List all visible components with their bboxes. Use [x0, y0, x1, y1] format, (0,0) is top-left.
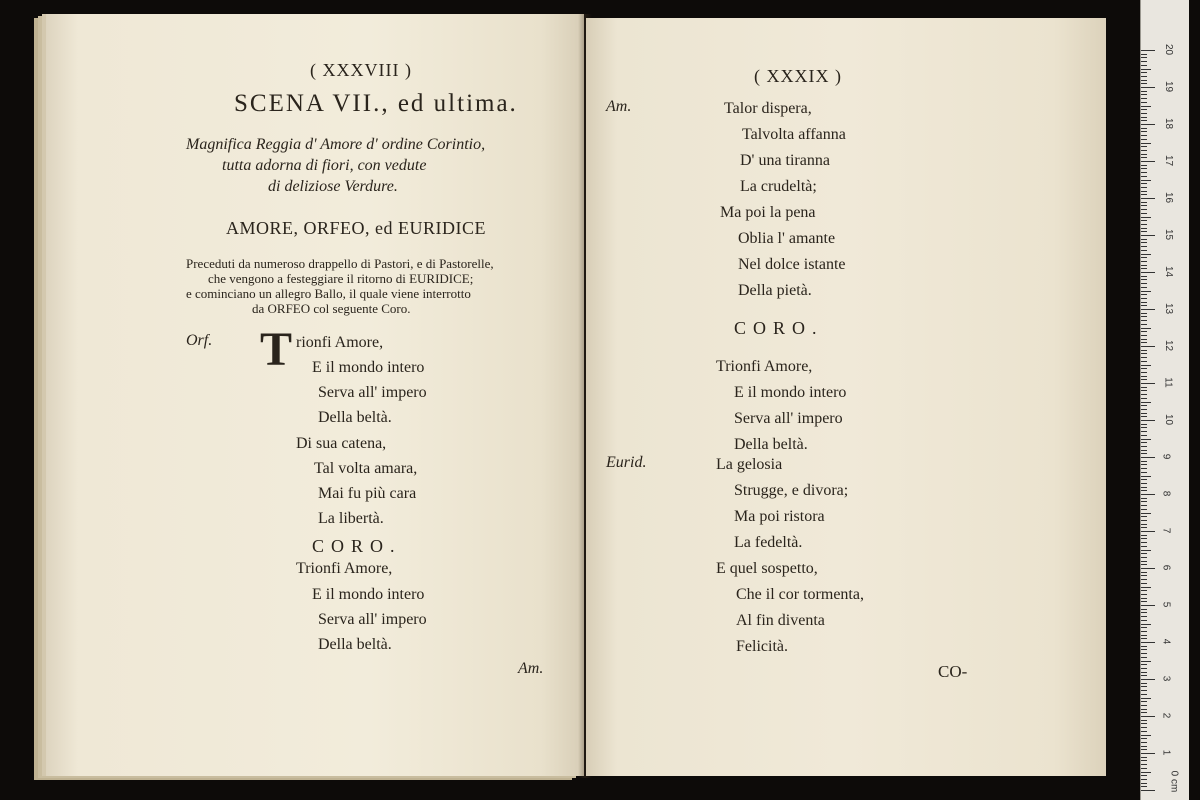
setting-line: Magnifica Reggia d' Amore d' ordine Corintio,: [186, 136, 486, 153]
ruler-tick: [1141, 117, 1147, 118]
ruler-tick: [1141, 231, 1147, 232]
ruler-tick: [1141, 291, 1151, 292]
ruler-tick: [1141, 427, 1147, 428]
ruler-tick: [1141, 638, 1147, 639]
ruler-tick: [1141, 727, 1147, 728]
ruler-tick: [1141, 479, 1147, 480]
ruler-tick: [1141, 409, 1147, 410]
ruler-tick: [1141, 57, 1147, 58]
ruler-tick: [1141, 194, 1147, 195]
ruler-tick: [1141, 83, 1147, 84]
ruler-tick: [1141, 120, 1147, 121]
ruler-tick: [1141, 205, 1147, 206]
ruler-tick: [1141, 146, 1147, 147]
ruler-tick: [1141, 501, 1147, 502]
ruler-tick: [1141, 579, 1147, 580]
ruler-tick: [1141, 294, 1147, 295]
ruler-tick: [1141, 561, 1147, 562]
ruler-tick: [1141, 775, 1147, 776]
ruler-tick: [1141, 531, 1155, 532]
ruler-tick: [1141, 124, 1155, 125]
ruler-tick: [1141, 365, 1151, 366]
coro-line: Serva all' impero: [318, 611, 427, 628]
setting-line: tutta adorna di fiori, con vedute: [222, 157, 427, 174]
ruler-tick: [1141, 431, 1147, 432]
verse-line: Di sua catena,: [296, 435, 387, 452]
verse-line: Che il cor tormenta,: [736, 586, 864, 603]
ruler-tick: [1141, 553, 1147, 554]
coro-line: E il mondo intero: [734, 384, 847, 401]
ruler-tick: [1141, 372, 1147, 373]
ruler-number: 9: [1160, 453, 1172, 460]
ruler-tick: [1141, 213, 1147, 214]
ruler-tick: [1141, 731, 1147, 732]
ruler-tick: [1141, 624, 1151, 625]
ruler-tick: [1141, 716, 1155, 717]
ruler-number: 1: [1160, 749, 1172, 756]
verse-line: Talor dispera,: [724, 100, 812, 117]
ruler-tick: [1141, 357, 1147, 358]
ruler-tick: [1141, 187, 1147, 188]
ruler-tick: [1141, 209, 1147, 210]
ruler-tick: [1141, 698, 1151, 699]
ruler-tick: [1141, 69, 1151, 70]
ruler-number: 3: [1160, 675, 1172, 682]
ruler-tick: [1141, 72, 1147, 73]
ruler-tick: [1141, 390, 1147, 391]
ruler-tick: [1141, 98, 1147, 99]
ruler-number: 10: [1163, 413, 1175, 426]
ruler-number: 14: [1163, 265, 1175, 278]
ruler-tick: [1141, 379, 1147, 380]
verse-line: Serva all' impero: [318, 384, 427, 401]
ruler-tick: [1141, 87, 1155, 88]
speaker-amore: Am.: [606, 98, 632, 115]
ruler-tick: [1141, 261, 1147, 262]
ruler-tick: [1141, 335, 1147, 336]
ruler-tick: [1141, 413, 1147, 414]
verse-line: La crudeltà;: [740, 178, 817, 195]
ruler-tick: [1141, 546, 1147, 547]
ruler-tick: [1141, 749, 1147, 750]
ruler-tick: [1141, 376, 1147, 377]
ruler-tick: [1141, 350, 1147, 351]
verse-line: Nel dolce istante: [738, 256, 846, 273]
ruler-tick: [1141, 131, 1147, 132]
ruler-tick: [1141, 694, 1147, 695]
ruler-tick: [1141, 457, 1155, 458]
ruler-tick: [1141, 157, 1147, 158]
ruler-tick: [1141, 435, 1147, 436]
ruler-tick: [1141, 398, 1147, 399]
ruler-tick: [1141, 564, 1147, 565]
ruler-tick: [1141, 476, 1151, 477]
ruler-tick: [1141, 102, 1147, 103]
ruler-tick: [1141, 217, 1151, 218]
ruler-tick: [1141, 316, 1147, 317]
ruler-tick: [1141, 575, 1147, 576]
verse-line: Strugge, e divora;: [734, 482, 849, 499]
ruler-number: 16: [1163, 191, 1175, 204]
stage-direction-line: da ORFEO col seguente Coro.: [252, 301, 411, 316]
ruler-tick: [1141, 324, 1147, 325]
ruler-tick: [1141, 180, 1151, 181]
ruler-tick: [1141, 50, 1155, 51]
ruler-tick: [1141, 557, 1147, 558]
ruler-tick: [1141, 468, 1147, 469]
ruler-tick: [1141, 424, 1147, 425]
ruler-tick: [1141, 786, 1147, 787]
ruler-tick: [1141, 150, 1147, 151]
ruler-number: 6: [1160, 564, 1172, 571]
ruler-tick: [1141, 342, 1147, 343]
ruler-tick: [1141, 779, 1147, 780]
ruler-tick: [1141, 442, 1147, 443]
verse-line: E il mondo intero: [312, 359, 425, 376]
ruler-tick: [1141, 679, 1155, 680]
ruler-tick: [1141, 527, 1147, 528]
ruler-tick: [1141, 620, 1147, 621]
ruler-tick: [1141, 272, 1155, 273]
speaker-orfeo: Orf.: [186, 332, 213, 349]
coro-heading: CORO.: [734, 318, 824, 338]
left-page: [46, 14, 584, 776]
ruler-tick: [1141, 520, 1147, 521]
catchword: CO-: [938, 662, 968, 681]
ruler-tick: [1141, 383, 1155, 384]
ruler-tick: [1141, 464, 1147, 465]
ruler-tick: [1141, 598, 1147, 599]
ruler-number: 18: [1163, 117, 1175, 130]
ruler-tick: [1141, 594, 1147, 595]
stage-direction-line: Preceduti da numeroso drappello di Pastori, e di Pastorelle,: [186, 256, 494, 271]
verse-line: Al fin diventa: [736, 612, 825, 629]
ruler-tick: [1141, 183, 1147, 184]
right-page: [586, 18, 1106, 776]
ruler-tick: [1141, 143, 1151, 144]
verse-line: Ma poi ristora: [734, 508, 825, 525]
ruler-number: 17: [1163, 154, 1175, 167]
ruler-number: 13: [1163, 302, 1175, 315]
ruler-tick: [1141, 664, 1147, 665]
stage-direction-line: che vengono a festeggiare il ritorno di EURIDICE;: [208, 271, 474, 286]
ruler-tick: [1141, 176, 1147, 177]
ruler-tick: [1141, 168, 1147, 169]
ruler-tick: [1141, 387, 1147, 388]
ruler-tick: [1141, 76, 1147, 77]
ruler-tick: [1141, 616, 1147, 617]
ruler-tick: [1141, 250, 1147, 251]
ruler-tick: [1141, 524, 1147, 525]
ruler-tick: [1141, 328, 1151, 329]
ruler-tick: [1141, 583, 1147, 584]
ruler-tick: [1141, 723, 1147, 724]
characters-heading: AMORE, ORFEO, ed EURIDICE: [226, 218, 486, 238]
ruler-tick: [1141, 657, 1147, 658]
ruler-tick: [1141, 690, 1147, 691]
verse-line: D' una tiranna: [740, 152, 830, 169]
ruler-tick: [1141, 483, 1147, 484]
ruler-tick: [1141, 242, 1147, 243]
ruler-number: 15: [1163, 228, 1175, 241]
ruler-tick: [1141, 113, 1147, 114]
ruler-tick: [1141, 701, 1147, 702]
ruler-number: 12: [1163, 339, 1175, 352]
verse-line: Mai fu più cara: [318, 485, 417, 502]
ruler-number: 4: [1160, 638, 1172, 645]
ruler-tick: [1141, 675, 1147, 676]
ruler-tick: [1141, 320, 1147, 321]
ruler-tick: [1141, 220, 1147, 221]
scene-title: SCENA VII., ed ultima.: [234, 90, 518, 117]
ruler-tick: [1141, 154, 1147, 155]
ruler-tick: [1141, 538, 1147, 539]
ruler-unit-label: 0 cm: [1168, 770, 1180, 793]
ruler-tick: [1141, 246, 1147, 247]
ruler-tick: [1141, 646, 1147, 647]
ruler-tick: [1141, 738, 1147, 739]
ruler-tick: [1141, 627, 1147, 628]
ruler-tick: [1141, 550, 1151, 551]
stage-direction-line: e cominciano un allegro Ballo, il quale viene interrotto: [186, 286, 471, 301]
coro-line: E il mondo intero: [312, 586, 425, 603]
ruler-number: 2: [1160, 712, 1172, 719]
measurement-ruler: [1140, 0, 1189, 800]
ruler-tick: [1141, 65, 1147, 66]
ruler-tick: [1141, 268, 1147, 269]
ruler-tick: [1141, 446, 1147, 447]
ruler-tick: [1141, 257, 1147, 258]
verse-line: La libertà.: [318, 510, 384, 527]
ruler-tick: [1141, 254, 1151, 255]
ruler-tick: [1141, 309, 1155, 310]
speaker-euridice: Eurid.: [606, 454, 647, 471]
ruler-tick: [1141, 298, 1147, 299]
ruler-tick: [1141, 661, 1151, 662]
ruler-tick: [1141, 135, 1147, 136]
ruler-tick: [1141, 642, 1155, 643]
drop-cap: T: [260, 323, 293, 376]
ruler-tick: [1141, 631, 1147, 632]
ruler-tick: [1141, 601, 1147, 602]
ruler-tick: [1141, 686, 1147, 687]
ruler-tick: [1141, 239, 1147, 240]
verse-line: La gelosia: [716, 456, 783, 473]
ruler-tick: [1141, 420, 1155, 421]
ruler-tick: [1141, 487, 1147, 488]
coro-line: Della beltà.: [318, 636, 392, 653]
catchword: Am.: [518, 660, 544, 677]
ruler-tick: [1141, 331, 1147, 332]
ruler-tick: [1141, 505, 1147, 506]
ruler-tick: [1141, 109, 1147, 110]
verse-line: E quel sospetto,: [716, 560, 818, 577]
coro-heading: CORO.: [312, 536, 402, 556]
ruler-tick: [1141, 439, 1151, 440]
ruler-tick: [1141, 172, 1147, 173]
ruler-tick: [1141, 453, 1147, 454]
ruler-tick: [1141, 235, 1155, 236]
ruler-tick: [1141, 753, 1155, 754]
ruler-tick: [1141, 198, 1155, 199]
ruler-tick: [1141, 635, 1147, 636]
ruler-tick: [1141, 590, 1147, 591]
ruler-tick: [1141, 735, 1151, 736]
ruler-tick: [1141, 612, 1147, 613]
ruler-tick: [1141, 746, 1147, 747]
ruler-tick: [1141, 265, 1147, 266]
ruler-tick: [1141, 516, 1147, 517]
ruler-number: 5: [1160, 601, 1172, 608]
ruler-tick: [1141, 416, 1147, 417]
ruler-tick: [1141, 405, 1147, 406]
verse-line: Tal volta amara,: [314, 460, 418, 477]
verse-line: Della beltà.: [318, 409, 392, 426]
verse-line: Oblia l' amante: [738, 230, 836, 247]
ruler-tick: [1141, 757, 1147, 758]
ruler-number: 20: [1163, 43, 1175, 56]
ruler-number: 7: [1160, 527, 1172, 534]
ruler-number: 8: [1160, 490, 1172, 497]
coro-line: Trionfi Amore,: [296, 560, 393, 577]
ruler-tick: [1141, 346, 1155, 347]
ruler-tick: [1141, 609, 1147, 610]
ruler-tick: [1141, 498, 1147, 499]
ruler-tick: [1141, 305, 1147, 306]
ruler-tick: [1141, 509, 1147, 510]
ruler-tick: [1141, 709, 1147, 710]
ruler-tick: [1141, 742, 1147, 743]
ruler-tick: [1141, 402, 1151, 403]
ruler-tick: [1141, 790, 1155, 791]
ruler-tick: [1141, 783, 1147, 784]
ruler-tick: [1141, 313, 1147, 314]
ruler-tick: [1141, 80, 1147, 81]
verse-line: Della pietà.: [738, 282, 812, 299]
ruler-tick: [1141, 165, 1147, 166]
left-page-number: ( XXXVIII ): [310, 60, 412, 80]
verse-line: Ma poi la pena: [720, 204, 816, 221]
coro-line: Serva all' impero: [734, 410, 843, 427]
ruler-tick: [1141, 139, 1147, 140]
ruler-tick: [1141, 106, 1151, 107]
ruler-tick: [1141, 572, 1147, 573]
ruler-tick: [1141, 368, 1147, 369]
ruler-tick: [1141, 202, 1147, 203]
ruler-tick: [1141, 450, 1147, 451]
coro-line: Trionfi Amore,: [716, 358, 813, 375]
ruler-tick: [1141, 535, 1147, 536]
ruler-tick: [1141, 54, 1147, 55]
ruler-tick: [1141, 128, 1147, 129]
ruler-number: 19: [1163, 80, 1175, 93]
ruler-tick: [1141, 394, 1147, 395]
ruler-tick: [1141, 668, 1147, 669]
ruler-tick: [1141, 605, 1155, 606]
verse-line: Talvolta affanna: [742, 126, 846, 143]
ruler-tick: [1141, 276, 1147, 277]
ruler-tick: [1141, 705, 1147, 706]
ruler-tick: [1141, 764, 1147, 765]
ruler-tick: [1141, 649, 1147, 650]
ruler-tick: [1141, 712, 1147, 713]
ruler-tick: [1141, 228, 1147, 229]
ruler-tick: [1141, 513, 1151, 514]
ruler-tick: [1141, 302, 1147, 303]
ruler-tick: [1141, 361, 1147, 362]
ruler-tick: [1141, 161, 1155, 162]
ruler-tick: [1141, 542, 1147, 543]
verse-line: Felicità.: [736, 638, 788, 655]
ruler-tick: [1141, 279, 1147, 280]
ruler-tick: [1141, 339, 1147, 340]
ruler-tick: [1141, 91, 1147, 92]
coro-line: Della beltà.: [734, 436, 808, 453]
ruler-tick: [1141, 283, 1147, 284]
ruler-tick: [1141, 587, 1151, 588]
ruler-number: 11: [1162, 377, 1174, 388]
ruler-tick: [1141, 461, 1147, 462]
ruler-tick: [1141, 94, 1147, 95]
ruler-tick: [1141, 191, 1147, 192]
ruler-tick: [1141, 472, 1147, 473]
ruler-tick: [1141, 287, 1147, 288]
ruler-tick: [1141, 772, 1151, 773]
ruler-tick: [1141, 490, 1147, 491]
ruler-tick: [1141, 672, 1147, 673]
right-page-number: ( XXXIX ): [754, 66, 842, 86]
ruler-tick: [1141, 683, 1147, 684]
ruler-tick: [1141, 720, 1147, 721]
ruler-tick: [1141, 568, 1155, 569]
ruler-tick: [1141, 61, 1147, 62]
ruler-tick: [1141, 768, 1147, 769]
verse-line: rionfi Amore,: [296, 334, 384, 351]
ruler-tick: [1141, 494, 1155, 495]
setting-line: di deliziose Verdure.: [268, 178, 398, 195]
ruler-tick: [1141, 224, 1147, 225]
ruler-tick: [1141, 653, 1147, 654]
ruler-tick: [1141, 353, 1147, 354]
verse-line: La fedeltà.: [734, 534, 803, 551]
ruler-tick: [1141, 760, 1147, 761]
